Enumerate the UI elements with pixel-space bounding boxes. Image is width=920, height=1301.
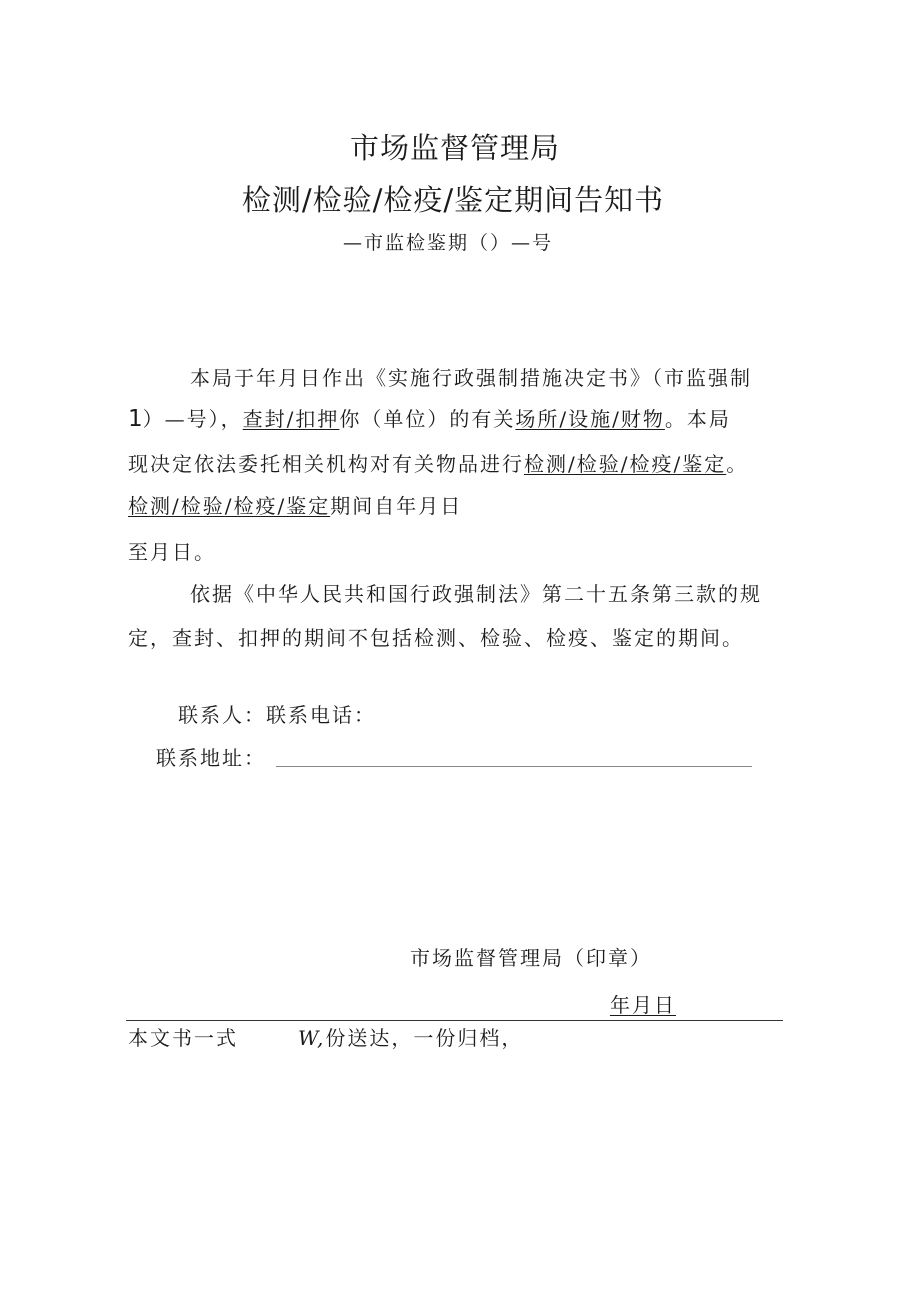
- document-title: 检测/检验/检疫/鉴定期间告知书: [241, 183, 665, 217]
- inspection-period-type-underlined: 检测/检验/检疫/鉴定: [128, 494, 331, 518]
- document-number: —市监检鉴期（）—号: [342, 232, 553, 254]
- paragraph1-line1: 本局于年月日作出《实施行政强制措施决定书》（市监强制: [190, 366, 752, 390]
- footer-copies-line: [298, 1024, 523, 1052]
- paragraph1-line4: [128, 492, 462, 520]
- paragraph2-line1: 依据《中华人民共和国行政强制法》第二十五条第三款的规: [190, 582, 762, 606]
- paragraph1-line2: [128, 405, 731, 433]
- seal-date: 年月日: [610, 993, 676, 1017]
- paragraph2-line2: 定，查封、扣押的期间不包括检测、检验、检疫、鉴定的期间。: [128, 626, 744, 650]
- property-type-underlined: 场所/设施/财物: [515, 407, 665, 431]
- paragraph1-line5: 至月日。: [128, 540, 216, 564]
- line2-text-a: ）—号），: [142, 407, 243, 431]
- line4-text-b: 期间自年月日: [330, 494, 463, 518]
- footer-copies-part3: 份送达，一份归档，: [325, 1026, 524, 1050]
- line2-text-b: 你（单位）的有关: [339, 407, 516, 431]
- agency-title: 市场监督管理局: [349, 131, 560, 165]
- seizure-type-underlined: 查封/扣押: [242, 407, 340, 431]
- paragraph1-line3: [128, 450, 748, 478]
- footer-copies-part1: 本文书一式: [128, 1026, 238, 1050]
- line2-text-c: 。本局: [664, 407, 731, 431]
- line3-text-b: 。: [726, 452, 749, 476]
- inspection-type-underlined: 检测/检验/检疫/鉴定: [524, 452, 727, 476]
- copies-count: W,: [298, 1026, 326, 1050]
- line3-text-a: 现决定依法委托相关机构对有关物品进行: [128, 452, 524, 476]
- footer-divider: [126, 1020, 783, 1021]
- decision-number-digit: 1: [128, 406, 143, 432]
- contact-person-phone: 联系人：联系电话：: [178, 703, 376, 727]
- contact-address-label: 联系地址：: [156, 746, 266, 770]
- seal-text: 市场监督管理局（印章）: [410, 946, 652, 970]
- address-blank-line: [276, 766, 752, 767]
